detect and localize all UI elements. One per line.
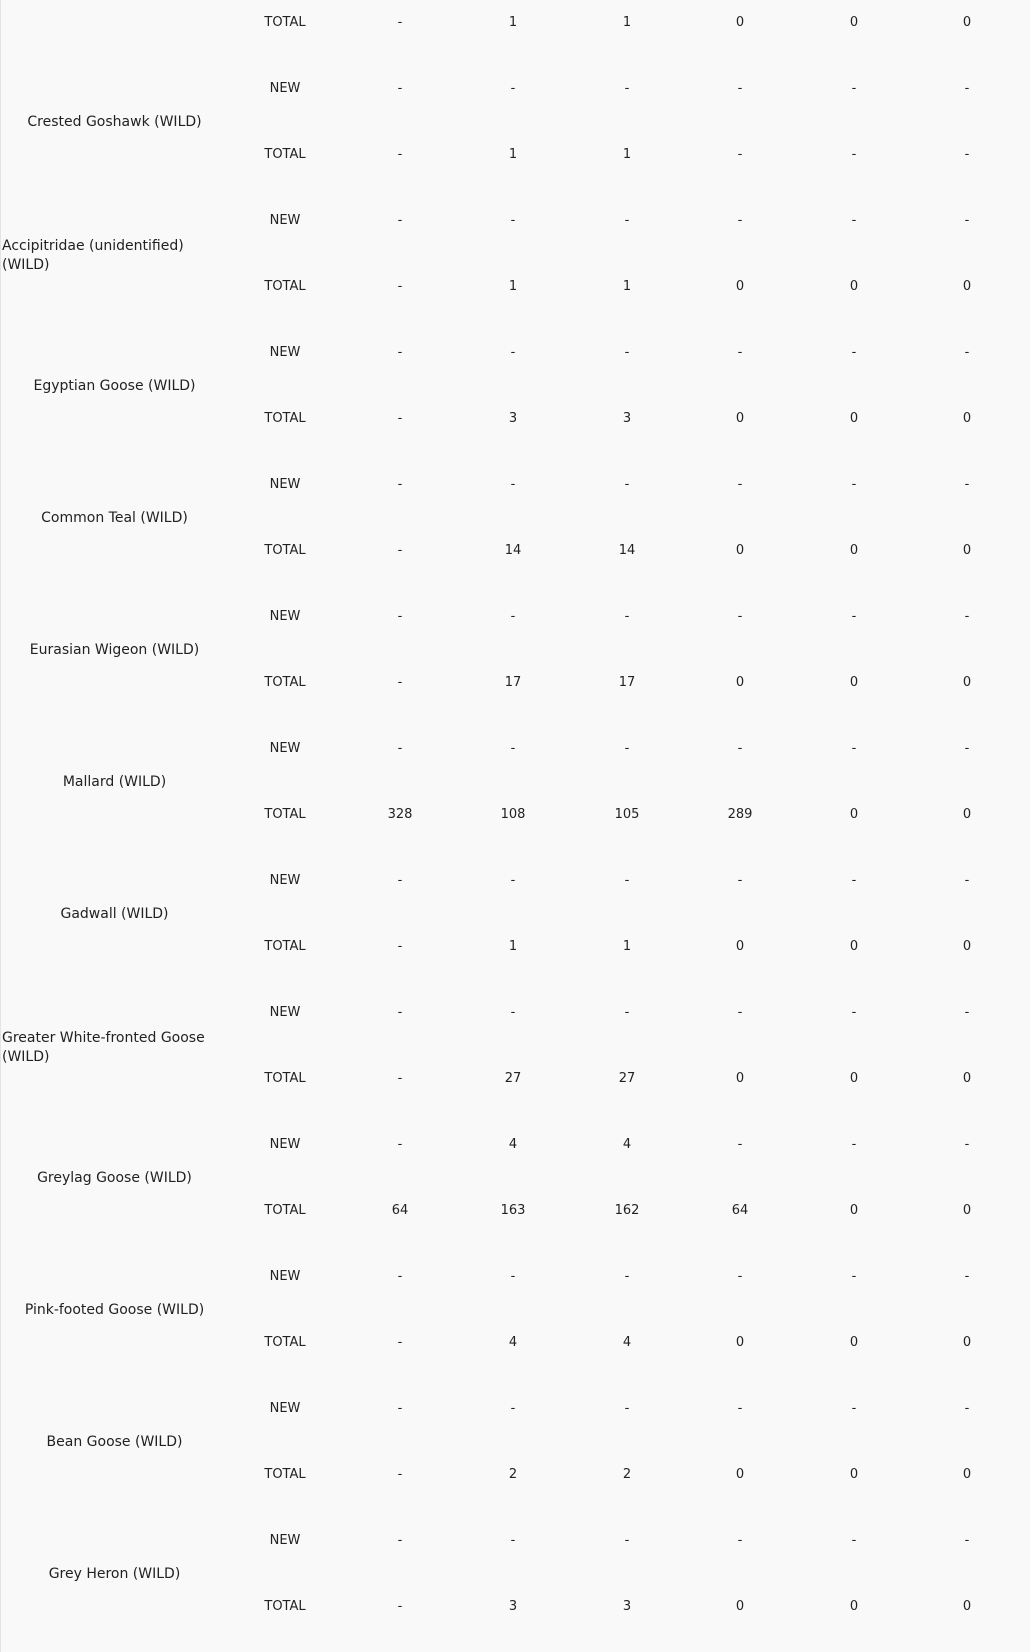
row-type-label: TOTAL — [264, 807, 306, 822]
table-cell: 0 — [735, 1335, 745, 1350]
table-row — [0, 1002, 1030, 1024]
row-type-label: NEW — [269, 1137, 301, 1152]
table-cell: 0 — [735, 279, 745, 294]
table-cell: - — [964, 1137, 970, 1152]
table-cell: - — [851, 213, 857, 228]
table-cell: 17 — [618, 675, 636, 690]
table-cell: - — [624, 81, 630, 96]
table-cell: 0 — [849, 1467, 859, 1482]
table-row — [0, 1332, 1030, 1354]
table-row — [0, 144, 1030, 166]
table-cell: - — [397, 477, 403, 492]
table-cell: - — [737, 1137, 743, 1152]
table-cell: 0 — [849, 675, 859, 690]
row-type-label: NEW — [269, 741, 301, 756]
table-cell: 1 — [622, 279, 632, 294]
table-cell: - — [964, 741, 970, 756]
table-cell: - — [737, 1005, 743, 1020]
row-type-label: TOTAL — [264, 675, 306, 690]
row-type-label: TOTAL — [264, 1599, 306, 1614]
table-row — [0, 12, 1030, 34]
table-cell: - — [964, 345, 970, 360]
table-cell: 0 — [849, 543, 859, 558]
table-cell: - — [397, 1005, 403, 1020]
table-cell: 0 — [962, 543, 972, 558]
table-cell: - — [851, 1005, 857, 1020]
table-cell: 0 — [735, 543, 745, 558]
row-type-label: NEW — [269, 1005, 301, 1020]
table-cell: 4 — [508, 1137, 518, 1152]
row-type-label: NEW — [269, 609, 301, 624]
table-cell: 4 — [622, 1137, 632, 1152]
row-type-label: NEW — [269, 873, 301, 888]
row-type-label: TOTAL — [264, 411, 306, 426]
table-row — [0, 276, 1030, 298]
table-cell: - — [964, 609, 970, 624]
table-cell: - — [510, 1533, 516, 1548]
table-cell: - — [510, 81, 516, 96]
table-cell: 27 — [618, 1071, 636, 1086]
table-row — [0, 1464, 1030, 1486]
table-row — [0, 474, 1030, 496]
table-row — [0, 78, 1030, 100]
table-cell: - — [964, 147, 970, 162]
row-type-label: TOTAL — [264, 1203, 306, 1218]
table-cell: - — [397, 939, 403, 954]
row-type-label: NEW — [269, 477, 301, 492]
table-cell: - — [964, 1401, 970, 1416]
species-name: Common Teal (WILD) — [41, 510, 188, 526]
table-row — [0, 1134, 1030, 1156]
table-cell: - — [624, 477, 630, 492]
table-cell: 0 — [849, 279, 859, 294]
table-cell: - — [397, 1269, 403, 1284]
row-type-label: NEW — [269, 213, 301, 228]
table-cell: 0 — [735, 675, 745, 690]
table-cell: 2 — [622, 1467, 632, 1482]
table-cell: - — [397, 213, 403, 228]
table-cell: - — [737, 147, 743, 162]
table-cell: - — [737, 873, 743, 888]
table-row — [0, 342, 1030, 364]
table-cell: 0 — [849, 1599, 859, 1614]
table-cell: - — [851, 477, 857, 492]
table-row — [0, 870, 1030, 892]
table-cell: 3 — [622, 1599, 632, 1614]
table-cell: 0 — [962, 1203, 972, 1218]
table-cell: 3 — [508, 1599, 518, 1614]
row-type-label: TOTAL — [264, 939, 306, 954]
table-cell: 0 — [735, 939, 745, 954]
row-type-label: TOTAL — [264, 1335, 306, 1350]
table-cell: 162 — [614, 1203, 640, 1218]
table-cell: - — [737, 609, 743, 624]
table-cell: 0 — [962, 1467, 972, 1482]
table-cell: - — [397, 675, 403, 690]
table-cell: 1 — [508, 147, 518, 162]
table-row — [0, 936, 1030, 958]
species-name: Pink-footed Goose (WILD) — [24, 1302, 205, 1318]
row-type-label: NEW — [269, 1269, 301, 1284]
table-row — [0, 1200, 1030, 1222]
table-cell: - — [737, 345, 743, 360]
table-cell: 163 — [500, 1203, 526, 1218]
table-cell: 64 — [391, 1203, 409, 1218]
table-row — [0, 1530, 1030, 1552]
table-cell: - — [510, 1401, 516, 1416]
table-cell: - — [737, 741, 743, 756]
table-cell: 0 — [849, 1203, 859, 1218]
table-cell: - — [510, 609, 516, 624]
table-cell: 0 — [962, 675, 972, 690]
table-cell: - — [964, 873, 970, 888]
table-cell: - — [737, 81, 743, 96]
species-name: Gadwall (WILD) — [60, 906, 169, 922]
table-cell: - — [397, 15, 403, 30]
row-type-label: TOTAL — [264, 147, 306, 162]
table-cell: 1 — [508, 939, 518, 954]
table-cell: - — [737, 477, 743, 492]
table-cell: - — [851, 1269, 857, 1284]
table-row — [0, 408, 1030, 430]
table-cell: - — [397, 1137, 403, 1152]
table-cell: 1 — [622, 15, 632, 30]
table-cell: - — [851, 345, 857, 360]
table-cell: - — [397, 279, 403, 294]
table-row — [0, 1398, 1030, 1420]
species-name: Accipitridae (unidentified) (WILD) — [2, 238, 184, 273]
table-cell: 2 — [508, 1467, 518, 1482]
row-type-label: TOTAL — [264, 1071, 306, 1086]
table-cell: - — [851, 741, 857, 756]
table-cell: - — [397, 1599, 403, 1614]
table-cell: 105 — [614, 807, 640, 822]
table-cell: 14 — [618, 543, 636, 558]
species-name: Egyptian Goose (WILD) — [33, 378, 196, 394]
table-cell: - — [964, 477, 970, 492]
table-cell: - — [397, 609, 403, 624]
table-cell: - — [624, 1269, 630, 1284]
table-cell: - — [964, 1269, 970, 1284]
table-cell: 0 — [849, 1071, 859, 1086]
table-cell: - — [397, 411, 403, 426]
row-type-label: NEW — [269, 1533, 301, 1548]
table-cell: - — [624, 1533, 630, 1548]
table-cell: - — [737, 213, 743, 228]
table-cell: 3 — [622, 411, 632, 426]
table-cell: 0 — [849, 939, 859, 954]
table-row — [0, 1266, 1030, 1288]
table-row — [0, 210, 1030, 232]
species-name: Bean Goose (WILD) — [46, 1434, 183, 1450]
table-cell: 1 — [622, 939, 632, 954]
table-cell: 4 — [508, 1335, 518, 1350]
table-cell: 0 — [735, 1599, 745, 1614]
table-cell: 17 — [504, 675, 522, 690]
table-cell: - — [624, 1005, 630, 1020]
table-cell: - — [397, 81, 403, 96]
table-cell: 0 — [962, 1335, 972, 1350]
table-row — [0, 606, 1030, 628]
table-cell: 27 — [504, 1071, 522, 1086]
table-cell: 0 — [962, 15, 972, 30]
table-cell: - — [624, 345, 630, 360]
table-cell: - — [964, 1533, 970, 1548]
species-name: Mallard (WILD) — [62, 774, 167, 790]
table-cell: 0 — [962, 411, 972, 426]
table-cell: - — [510, 1005, 516, 1020]
row-type-label: TOTAL — [264, 15, 306, 30]
table-cell: 0 — [735, 1071, 745, 1086]
table-cell: - — [624, 1401, 630, 1416]
table-cell: 4 — [622, 1335, 632, 1350]
table-cell: - — [397, 147, 403, 162]
species-name: Grey Heron (WILD) — [48, 1566, 181, 1582]
row-type-label: NEW — [269, 1401, 301, 1416]
table-cell: - — [510, 345, 516, 360]
table-cell: - — [397, 543, 403, 558]
table-cell: 0 — [962, 1071, 972, 1086]
table-cell: - — [964, 1005, 970, 1020]
table-cell: 328 — [387, 807, 413, 822]
table-cell: - — [397, 1401, 403, 1416]
table-cell: 1 — [508, 15, 518, 30]
table-cell: - — [510, 1269, 516, 1284]
table-cell: - — [737, 1533, 743, 1548]
species-name: Eurasian Wigeon (WILD) — [29, 642, 200, 658]
species-name: Crested Goshawk (WILD) — [27, 114, 202, 130]
table-cell: - — [624, 873, 630, 888]
table-cell: - — [624, 741, 630, 756]
table-row — [0, 804, 1030, 826]
table-cell: 0 — [849, 411, 859, 426]
table-cell: - — [851, 1533, 857, 1548]
table-cell: - — [510, 477, 516, 492]
table-cell: 108 — [500, 807, 526, 822]
table-cell: - — [624, 609, 630, 624]
table-row — [0, 540, 1030, 562]
table-cell: - — [737, 1401, 743, 1416]
table-cell: 0 — [735, 15, 745, 30]
table-cell: 0 — [962, 1599, 972, 1614]
table-row — [0, 738, 1030, 760]
table-cell: - — [851, 147, 857, 162]
table-cell: - — [397, 1071, 403, 1086]
table-cell: 64 — [731, 1203, 749, 1218]
table-cell: 1 — [508, 279, 518, 294]
table-cell: - — [397, 345, 403, 360]
table-cell: 0 — [849, 807, 859, 822]
table-cell: - — [964, 81, 970, 96]
table-cell: 0 — [735, 1467, 745, 1482]
table-cell: - — [397, 1335, 403, 1350]
table-cell: 0 — [962, 939, 972, 954]
table-cell: 0 — [962, 279, 972, 294]
table-cell: - — [397, 1467, 403, 1482]
table-cell: - — [510, 873, 516, 888]
table-cell: 3 — [508, 411, 518, 426]
table-row — [0, 1068, 1030, 1090]
table-cell: - — [851, 609, 857, 624]
table-cell: - — [964, 213, 970, 228]
table-cell: - — [510, 213, 516, 228]
table-cell: - — [397, 741, 403, 756]
table-cell: - — [851, 873, 857, 888]
table-row — [0, 1596, 1030, 1618]
table-cell: 1 — [622, 147, 632, 162]
table-cell: - — [397, 873, 403, 888]
table-cell: 289 — [727, 807, 753, 822]
table-cell: 0 — [735, 411, 745, 426]
table-row — [0, 672, 1030, 694]
row-type-label: TOTAL — [264, 279, 306, 294]
species-name: Greylag Goose (WILD) — [37, 1170, 192, 1186]
table-cell: 0 — [849, 15, 859, 30]
table-cell: - — [397, 1533, 403, 1548]
table-cell: 0 — [849, 1335, 859, 1350]
table-cell: - — [624, 213, 630, 228]
table-cell: - — [851, 1401, 857, 1416]
table-cell: - — [851, 1137, 857, 1152]
table-cell: - — [737, 1269, 743, 1284]
row-type-label: TOTAL — [264, 543, 306, 558]
row-type-label: TOTAL — [264, 1467, 306, 1482]
table-cell: 0 — [962, 807, 972, 822]
species-name: Greater White-fronted Goose (WILD) — [2, 1030, 205, 1065]
row-type-label: NEW — [269, 81, 301, 96]
row-type-label: NEW — [269, 345, 301, 360]
table-cell: - — [510, 741, 516, 756]
table-cell: 14 — [504, 543, 522, 558]
table-cell: - — [851, 81, 857, 96]
